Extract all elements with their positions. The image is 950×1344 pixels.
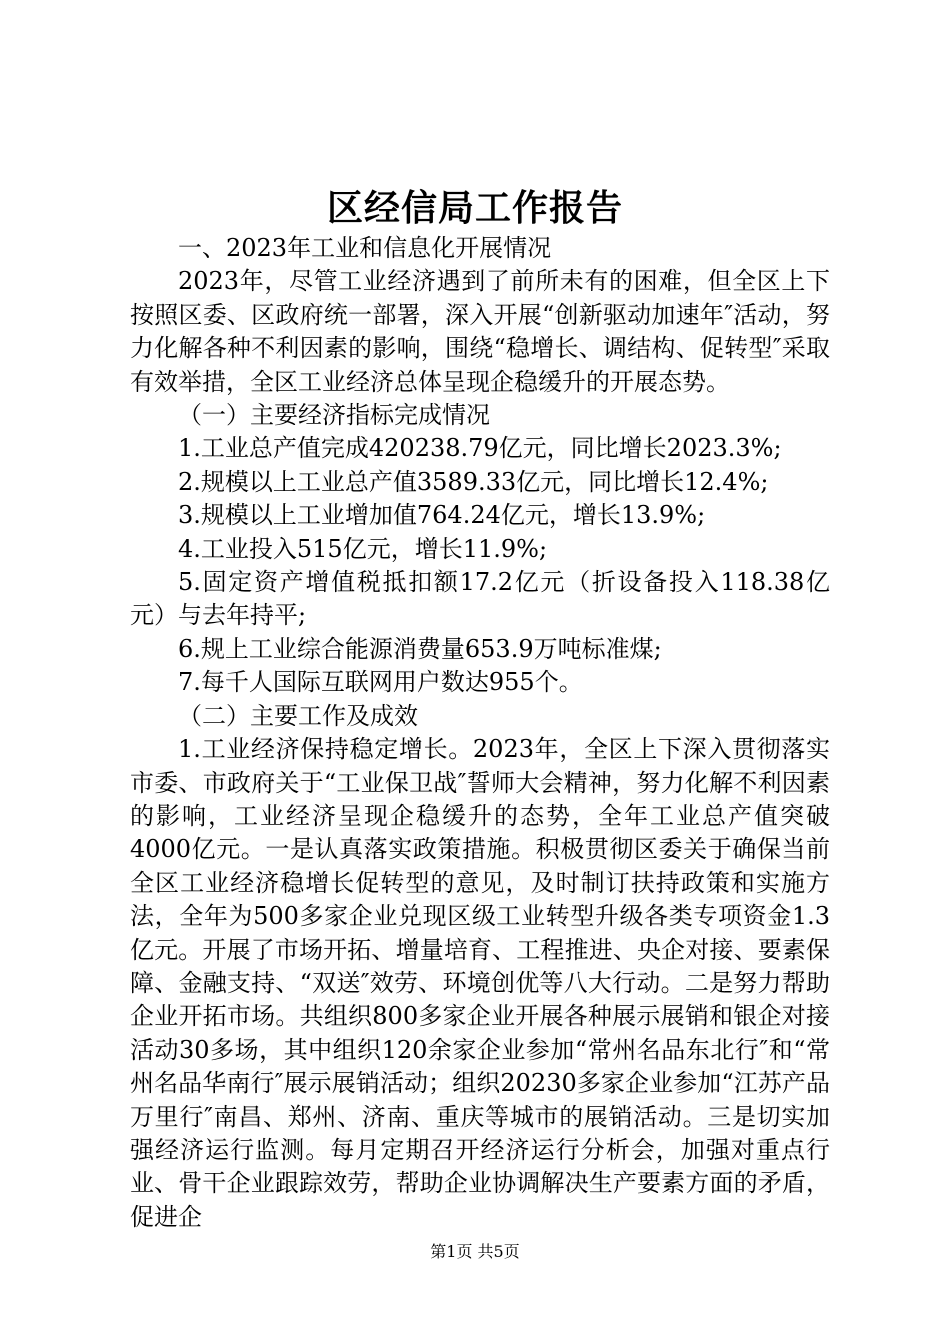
work-paragraph: 1.工业经济保持稳定增长。2023年，全区上下深入贯彻落实市委、市政府关于“工业保卫战″誓师大会精神，努力化解不利因素的影响，工业经济呈现企稳缓升的态势，全年工业总产值突破4000亿元。一是认真落实政策措施。积极贯彻区委关于确保当前全区工业经济稳增长促转型的意见，及时制订扶持政策和实施方法，全年为500多家企业兑现区级工业转型升级各类专项资金1.3亿元。开展了市场开拓、增量培育、工程推进、央企对接、要素保障、金融支持、“双送″效劳、环境创优等八大行动。二是努力帮助企业开拓市场。共组织800多家企业开展各种展示展销和银企对接活动30多场，其中组织120余家企业参加“常州名品东北行″和“常州名品华南行″展示展销活动；组织20230多家企业参加“江苏产品万里行″南昌、郑州、济南、重庆等城市的展销活动。三是切实加强经济运行监测。每月定期召开经济运行分析会，加强对重点行业、骨干企业跟踪效劳，帮助企业协调解决生产要素方面的矛盾，促进企	[130, 735, 830, 1231]
indicator-item: 5.固定资产增值税抵扣额17.2亿元（折设备投入118.38亿元）与去年持平;	[130, 568, 830, 630]
section-heading: 一、2023年工业和信息化开展情况	[178, 234, 552, 262]
indicator-item: 3.规模以上工业增加值764.24亿元，增长13.9%;	[178, 501, 706, 530]
subsection-heading: （一）主要经济指标完成情况	[178, 401, 490, 430]
subsection-heading: （二）主要工作及成效	[178, 701, 418, 730]
document-title: 区经信局工作报告	[326, 187, 623, 229]
document-body	[130, 232, 830, 1234]
indicator-item: 7.每千人国际互联网用户数达955个。	[178, 668, 583, 697]
indicator-item: 4.工业投入515亿元，增长11.9%;	[178, 534, 548, 563]
intro-paragraph: 2023年，尽管工业经济遇到了前所未有的困难，但全区上下按照区委、区政府统一部署，深入开展“创新驱动加速年″活动，努力化解各种不利因素的影响，围绕“稳增长、调结构、促转型″采取有效举措，全区工业经济总体呈现企稳缓升的开展态势。	[130, 267, 830, 396]
page-footer: 第1页 共5页	[430, 1242, 520, 1261]
indicator-item: 1.工业总产值完成420238.79亿元，同比增长2023.3%;	[178, 434, 782, 463]
indicator-item: 2.规模以上工业总产值3589.33亿元，同比增长12.4%;	[178, 467, 769, 496]
indicator-item: 6.规上工业综合能源消费量653.9万吨标准煤;	[178, 634, 662, 663]
